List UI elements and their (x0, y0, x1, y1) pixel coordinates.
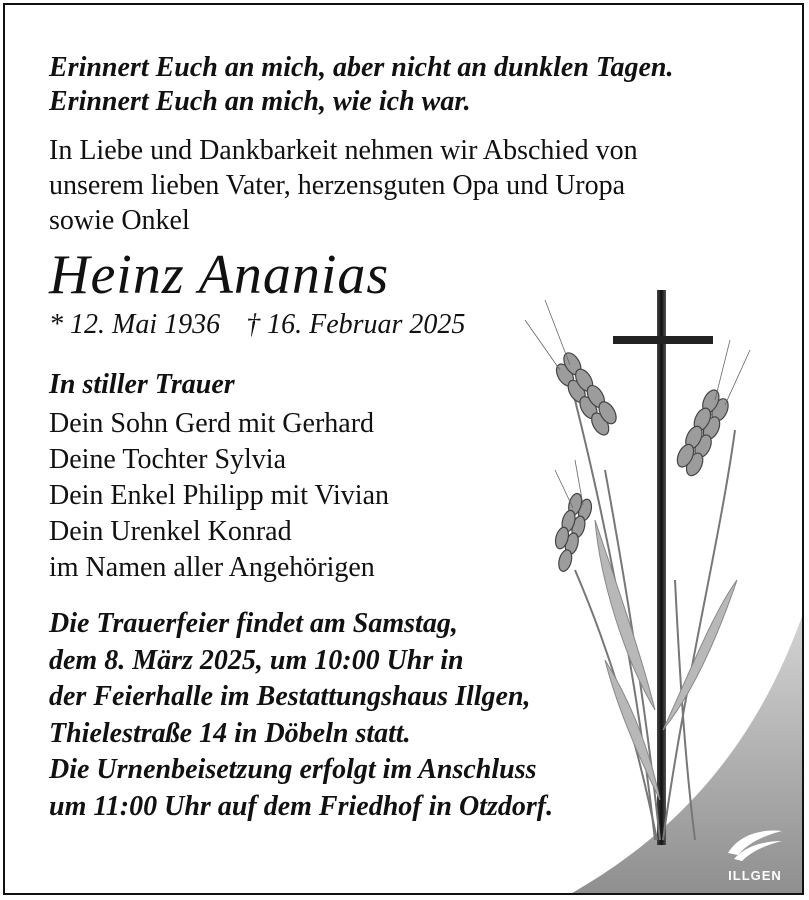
poem (49, 51, 769, 119)
service-line: Die Urnenbeisetzung erfolgt im Anschluss (49, 754, 537, 785)
intro-text (49, 133, 769, 238)
cross-beam (613, 336, 713, 344)
death-date: † 16. Februar 2025 (246, 309, 466, 340)
service-line: dem 8. März 2025, um 10:00 Uhr in (49, 644, 464, 676)
mourner-line: Dein Urenkel Konrad (49, 516, 292, 547)
service-line: um 11:00 Uhr auf dem Friedhof in Otzdorf. (49, 790, 554, 822)
mourning-heading: In stiller Trauer (49, 369, 235, 400)
birth-date: * 12. Mai 1936 (49, 309, 221, 340)
illgen-logo-icon (720, 823, 790, 863)
mourner-line: Dein Enkel Philipp mit Vivian (49, 480, 390, 511)
illgen-logo (720, 823, 790, 883)
intro-line: In Liebe und Dankbarkeit nehmen wir Abschied von (49, 135, 638, 166)
mourner-line: Dein Sohn Gerd mit Gerhard (49, 408, 375, 439)
mourner-line: Deine Tochter Sylvia (49, 444, 287, 475)
service-line: Die Trauerfeier findet am Samstag, (49, 608, 458, 639)
poem-line: Erinnert Euch an mich, aber nicht an dunklen Tagen. (49, 52, 674, 83)
poem-line: Erinnert Euch an mich, wie ich war. (49, 86, 471, 117)
obituary-frame (3, 3, 804, 895)
deceased-name: Heinz Ananias (49, 244, 390, 306)
intro-line: unserem lieben Vater, herzensguten Opa und Uropa (49, 170, 626, 201)
service-line: der Feierhalle im Bestattungshaus Illgen, (49, 681, 531, 712)
logo-text: ILLGEN (728, 868, 782, 883)
cross-upright (657, 290, 666, 845)
service-line: Thielestraße 14 in Döbeln statt. (49, 717, 411, 749)
intro-line: sowie Onkel (49, 205, 190, 236)
mourner-line: im Namen aller Angehörigen (49, 552, 375, 583)
cross-with-wheat-icon (505, 280, 765, 880)
